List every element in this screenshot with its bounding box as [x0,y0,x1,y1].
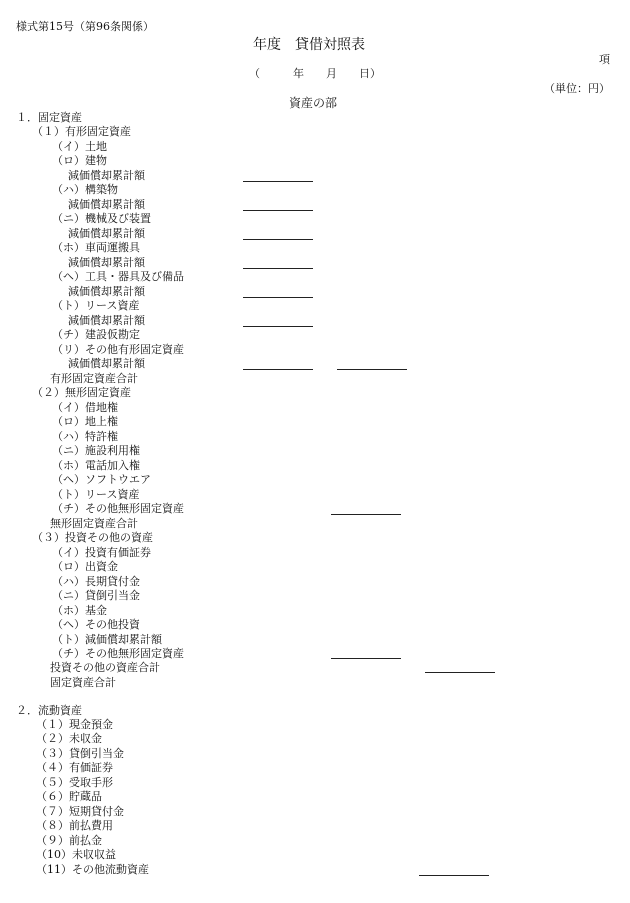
list-item: （ホ）電話加入権 [52,459,140,472]
list-item: （イ）投資有価証券 [52,546,151,559]
list-item: （５）受取手形 [36,776,113,789]
list-item: （チ）その他無形固定資産 [52,647,184,660]
list-item: （ホ）基金 [52,604,107,617]
list-item: （ヘ）ソフトウエア [52,473,151,486]
list-item: 減価償却累計額 [68,256,145,269]
subtotal-rule [331,514,401,515]
list-item: （10）未収収益 [36,848,116,861]
current-assets-heading: ２．流動資産 [16,704,82,717]
list-item: （ニ）施設利用権 [52,444,140,457]
list-item: （チ）その他無形固定資産 [52,502,184,515]
section-title: 資産の部 [289,96,338,110]
list-item: （ト）減価償却累計額 [52,633,162,646]
list-item: （６）貯蔵品 [36,790,102,803]
form-number: 様式第15号（第96条関係） [16,20,154,33]
list-item: （９）前払金 [36,834,102,847]
list-item: （ヘ）その他投資 [52,618,140,631]
list-item: （イ）土地 [52,140,107,153]
list-item: （１）現金預金 [36,718,113,731]
list-item: （ロ）建物 [52,154,107,167]
investments-total: 投資その他の資産合計 [50,661,160,674]
amount-rule [243,326,313,327]
amount-rule [243,181,313,182]
list-item: 減価償却累計額 [68,285,145,298]
subtotal-rule [337,369,407,370]
fixed-assets-heading: １．固定資産 [16,111,82,124]
list-item: （イ）借地権 [52,401,118,414]
list-item: （ヘ）工具・器具及び備品 [52,270,184,283]
list-item: （８）前払費用 [36,819,113,832]
list-item: （３）貸倒引当金 [36,747,124,760]
list-item: （リ）その他有形固定資産 [52,343,184,356]
intangible-total: 無形固定資産合計 [50,517,138,530]
list-item: （ト）リース資産 [52,488,140,501]
list-item: （11）その他流動資産 [36,863,149,876]
intangible-heading: （２）無形固定資産 [32,386,131,399]
investments-heading: （３）投資その他の資産 [32,531,153,544]
amount-rule [243,239,313,240]
subtotal-rule [331,658,401,659]
unit-label: （単位：円） [544,82,610,95]
item-mark: 項 [599,53,610,66]
document-title: 年度 貸借対照表 [253,37,365,53]
amount-rule [243,268,313,269]
list-item: （ハ）構築物 [52,183,118,196]
list-item: （チ）建設仮勘定 [52,328,140,341]
total-rule [419,875,489,876]
list-item: （ニ）機械及び装置 [52,212,151,225]
list-item: （ロ）出資金 [52,560,118,573]
amount-rule [243,210,313,211]
list-item: 減価償却累計額 [68,357,145,370]
list-item: （ト）リース資産 [52,299,140,312]
date-line: （ 年 月 日） [249,67,381,80]
list-item: 減価償却累計額 [68,227,145,240]
list-item: 減価償却累計額 [68,314,145,327]
fixed-assets-total: 固定資産合計 [50,676,116,689]
list-item: （ハ）長期貸付金 [52,575,140,588]
list-item: （７）短期貸付金 [36,805,124,818]
amount-rule [243,297,313,298]
list-item: （２）未収金 [36,732,102,745]
list-item: （ハ）特許権 [52,430,118,443]
amount-rule [243,369,313,370]
list-item: 減価償却累計額 [68,198,145,211]
list-item: 減価償却累計額 [68,169,145,182]
list-item: （ロ）地上権 [52,415,118,428]
tangible-total: 有形固定資産合計 [50,372,138,385]
list-item: （ホ）車両運搬具 [52,241,140,254]
total-rule [425,672,495,673]
list-item: （４）有価証券 [36,761,113,774]
list-item: （ニ）貸倒引当金 [52,589,140,602]
tangible-heading: （１）有形固定資産 [32,125,131,138]
